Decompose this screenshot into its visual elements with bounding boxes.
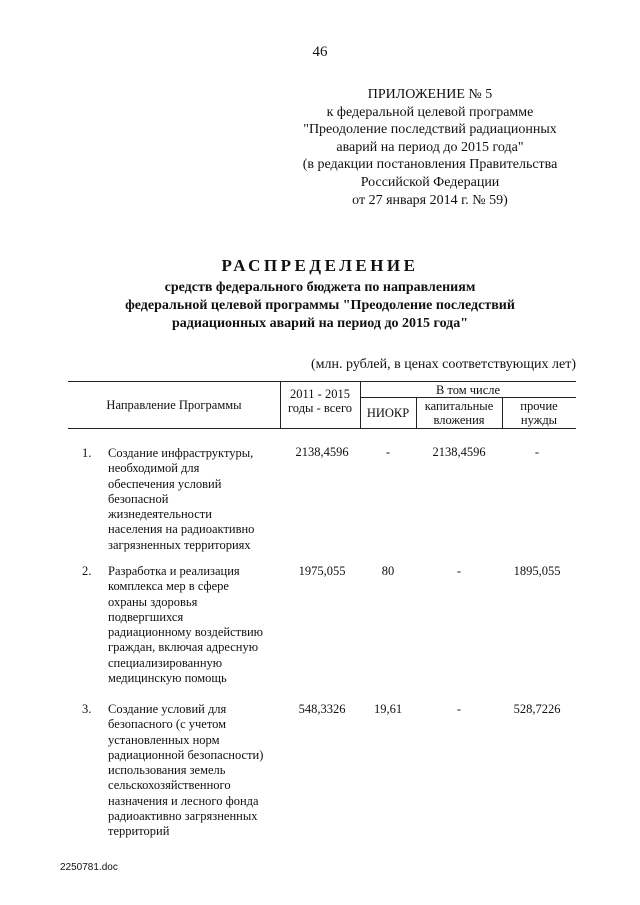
row-text-line: охраны здоровья <box>108 594 198 609</box>
document-title: РАСПРЕДЕЛЕНИЕ <box>221 256 419 275</box>
appendix-line: ПРИЛОЖЕНИЕ № 5 <box>367 87 493 102</box>
row-text-line: населения на радиоактивно <box>108 522 255 537</box>
header-capital-line1: капитальные <box>424 399 494 413</box>
row-text-line: граждан, включая адресную <box>108 640 259 655</box>
cell-capital: - <box>456 564 462 578</box>
header-direction: Направление Программы <box>106 398 242 412</box>
cell-capital: 2138,4596 <box>432 445 486 459</box>
cell-other: 528,7226 <box>513 702 561 716</box>
cell-total: 2138,4596 <box>295 445 349 459</box>
header-other-line1: прочие <box>520 399 558 413</box>
header-total-line2: годы - всего <box>287 401 353 415</box>
appendix-header <box>282 86 578 209</box>
row-text-line: установленных норм <box>108 732 220 747</box>
appendix-line: "Преодоление последствий радиационных <box>303 122 557 138</box>
row-text-line: обеспечения условий <box>108 476 222 491</box>
row-text-line: назначения и лесного фонда <box>108 793 259 808</box>
cell-other: - <box>534 445 540 459</box>
cell-total: 1975,055 <box>298 564 346 578</box>
row-text-line: Создание условий для <box>108 702 227 716</box>
row-text-line: медицинскую помощь <box>108 671 227 686</box>
row-text-line: Создание инфраструктуры, <box>108 446 254 460</box>
header-other-line2: нужды <box>520 413 558 427</box>
header-bottom-border <box>68 428 576 429</box>
row-text-line: использования земель <box>108 763 226 778</box>
including-divider <box>360 397 576 398</box>
subtitle-line: радиационных аварий на период до 2015 года" <box>171 316 469 331</box>
document-subtitle <box>60 279 580 333</box>
header-other <box>502 399 576 427</box>
header-total <box>280 387 360 415</box>
row-text-line: территорий <box>108 824 170 839</box>
row-number: 1. <box>82 446 92 460</box>
cell-capital: - <box>456 702 462 716</box>
header-niokr: НИОКР <box>366 406 410 420</box>
row-text-line: загрязненных территориях <box>108 537 251 552</box>
subtitle-line: федеральной целевой программы "Преодоление последствий <box>125 298 515 313</box>
units-note: (млн. рублей, в ценах соответствующих лет) <box>311 357 576 372</box>
cell-niokr: 19,61 <box>373 702 403 716</box>
row-text-line: радиационной безопасности) <box>108 747 264 762</box>
row-text-line: сельскохозяйственного <box>108 778 231 793</box>
appendix-line: аварий на период до 2015 года" <box>336 139 524 155</box>
header-total-line1: 2011 - 2015 <box>290 387 350 401</box>
cell-niokr: 80 <box>381 564 395 578</box>
row-number: 3. <box>82 702 92 716</box>
row-text-line: безопасного (с учетом <box>108 717 227 732</box>
row-direction <box>108 702 278 840</box>
header-capital <box>416 399 502 427</box>
row-text-line: подвергшихся <box>108 609 184 624</box>
table-top-border <box>68 381 576 382</box>
row-text-line: необходимой для <box>108 461 200 476</box>
appendix-line: (в редакции постановления Правительства <box>302 157 558 173</box>
header-including: В том числе <box>435 383 501 397</box>
row-text-line: Разработка и реализация <box>108 564 240 578</box>
row-text-line: комплекса мер в сфере <box>108 579 229 594</box>
subtitle-line: средств федерального бюджета по направлениям <box>164 280 476 295</box>
appendix-line: Российской Федерации <box>360 174 500 190</box>
row-text-line: радиационному воздействию <box>108 625 264 640</box>
header-capital-line2: вложения <box>433 413 485 427</box>
row-text-line: безопасной <box>108 491 169 506</box>
cell-total: 548,3326 <box>298 702 346 716</box>
row-direction <box>108 446 278 553</box>
row-text-line: жизнедеятельности <box>108 507 212 522</box>
cell-other: 1895,055 <box>513 564 561 578</box>
footer-filename: 2250781.doc <box>60 862 118 873</box>
appendix-line: от 27 января 2014 г. № 59) <box>352 192 508 208</box>
page-number: 46 <box>312 44 328 60</box>
row-text-line: специализированную <box>108 655 223 670</box>
row-direction <box>108 564 278 686</box>
row-number: 2. <box>82 564 92 578</box>
appendix-line: к федеральной целевой программе <box>326 104 534 120</box>
row-text-line: радиоактивно загрязненных <box>108 809 258 824</box>
cell-niokr: - <box>385 445 391 459</box>
